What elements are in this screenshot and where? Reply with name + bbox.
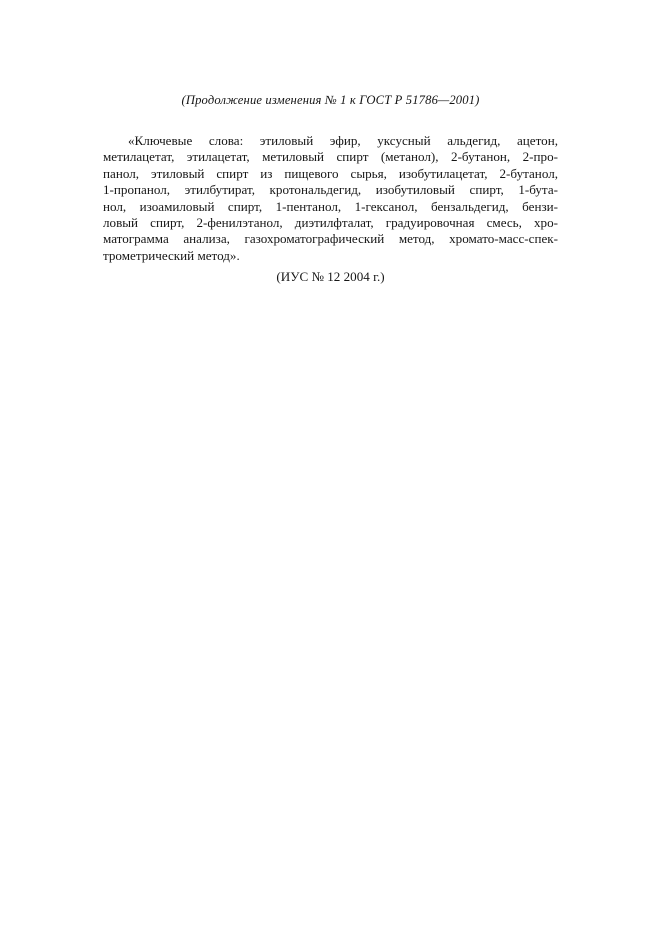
paragraph-line-text: метилацетат, этилацетат, метиловый спирт (метанол), 2-бутанон, 2-про- — [103, 149, 558, 165]
paragraph-line — [103, 215, 558, 231]
paragraph-line — [103, 166, 558, 182]
paragraph-line — [103, 133, 558, 149]
paragraph-line-text: нол, изоамиловый спирт, 1-пентанол, 1-гексанол, бензальдегид, бензи- — [103, 198, 558, 214]
paragraph-line-text: ловый спирт, 2-фенилэтанол, диэтилфталат, градуировочная смесь, хро- — [103, 215, 558, 231]
paragraph-line — [103, 199, 558, 215]
paragraph-line-text: 1-пропанол, этилбутират, кротональдегид, изобутиловый спирт, 1-бута- — [103, 182, 558, 198]
keywords-paragraph-block — [103, 133, 558, 264]
paragraph-line — [103, 231, 558, 247]
paragraph-line-text: матограмма анализа, газохроматографический метод, хромато-масс-спек- — [103, 231, 558, 247]
running-head: (Продолжение изменения № 1 к ГОСТ Р 51786—2001) — [181, 93, 480, 107]
paragraph-line-text: трометрический метод». — [103, 247, 240, 263]
paragraph-line — [103, 248, 558, 264]
paragraph-line — [103, 149, 558, 165]
paragraph-line-text: «Ключевые слова: этиловый эфир, уксусный альдегид, ацетон, — [128, 133, 558, 148]
paragraph-line-text: панол, этиловый спирт из пищевого сырья, изобутилацетат, 2-бутанол, — [103, 165, 558, 181]
issue-reference: (ИУС № 12 2004 г.) — [276, 269, 385, 284]
paragraph-line — [103, 182, 558, 198]
